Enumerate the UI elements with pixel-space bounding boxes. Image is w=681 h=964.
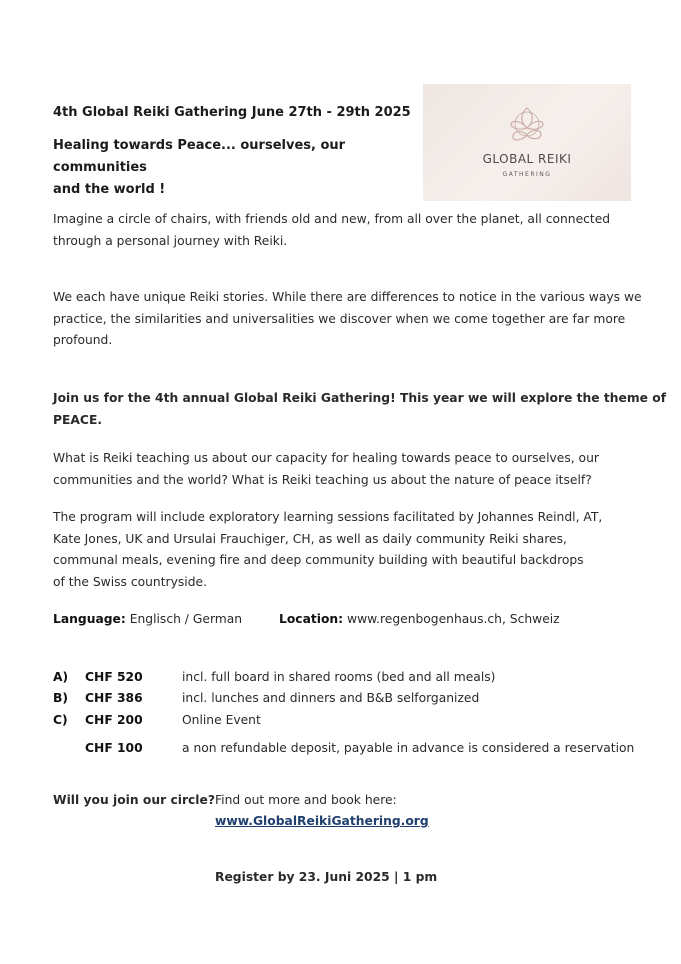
paragraph-line: through a personal journey with Reiki. xyxy=(53,233,288,248)
website-link-wrap xyxy=(215,811,429,833)
price-amount: CHF 386 xyxy=(85,691,143,705)
price-amount: CHF 200 xyxy=(85,713,143,727)
subtitle-line: and the world ! xyxy=(53,182,166,197)
paragraph-line: The program will include exploratory learning sessions facilitated by Johannes Reindl, AT, xyxy=(53,510,603,524)
global-reiki-logo xyxy=(423,84,631,201)
website-link[interactable]: www.GlobalReikiGathering.org xyxy=(215,814,429,828)
logo-name: GLOBAL REIKI xyxy=(482,152,572,166)
price-letter: C) xyxy=(53,713,68,727)
stories-paragraph xyxy=(53,287,642,352)
location-info xyxy=(279,609,560,631)
price-amount: CHF 100 xyxy=(85,741,143,755)
price-letter: B) xyxy=(53,691,68,705)
event-title: 4th Global Reiki Gathering June 27th - 29th 2025 xyxy=(53,105,411,120)
paragraph-line: What is Reiki teaching us about our capacity for healing towards peace to ourselves, our xyxy=(53,451,599,465)
questions-paragraph xyxy=(53,448,633,491)
program-paragraph xyxy=(53,507,633,593)
language-label: Language: xyxy=(53,612,126,626)
paragraph-line: profound. xyxy=(53,333,113,347)
paragraph-line: of the Swiss countryside. xyxy=(53,574,207,589)
paragraph-line: communities and the world? What is Reiki teaching us about the nature of peace itself? xyxy=(53,472,592,487)
location-value: www.regenbogenhaus.ch, Schweiz xyxy=(347,612,560,626)
subtitle-line: Healing towards Peace... ourselves, our communities xyxy=(53,138,346,175)
paragraph-line: PEACE. xyxy=(53,412,103,427)
paragraph-line: practice, the similarities and universalities we discover when we come together are far more xyxy=(53,311,626,326)
lotus-infinity-icon xyxy=(505,104,549,148)
price-description: incl. full board in shared rooms (bed and all meals) xyxy=(182,670,496,684)
price-description: incl. lunches and dinners and B&B selforganized xyxy=(182,691,480,705)
join-question: Will you join our circle? xyxy=(53,793,215,807)
paragraph-line: Kate Jones, UK and Ursulai Frauchiger, CH, as well as daily community Reiki shares, xyxy=(53,531,567,546)
location-label: Location: xyxy=(279,612,344,626)
register-deadline: Register by 23. Juni 2025 | 1 pm xyxy=(215,870,438,884)
logo-tagline: GATHERING xyxy=(502,171,552,178)
language-value: Englisch / German xyxy=(129,612,243,626)
intro-paragraph xyxy=(53,209,633,252)
price-letter: A) xyxy=(53,670,69,684)
paragraph-line: Join us for the 4th annual Global Reiki Gathering! This year we will explore the theme of xyxy=(53,391,667,405)
theme-paragraph xyxy=(53,388,667,431)
event-subtitle xyxy=(53,135,423,201)
paragraph-line: communal meals, evening fire and deep community building with beautiful backdrops xyxy=(53,553,584,567)
language-info xyxy=(53,609,242,631)
price-description: a non refundable deposit, payable in advance is considered a reservation xyxy=(182,741,635,755)
paragraph-line: We each have unique Reiki stories. While there are differences to notice in the various ways we xyxy=(53,290,642,304)
find-out-text: Find out more and book here: xyxy=(215,793,397,807)
price-amount: CHF 520 xyxy=(85,670,143,684)
paragraph-line: Imagine a circle of chairs, with friends old and new, from all over the planet, all connected xyxy=(53,212,611,226)
price-description: Online Event xyxy=(182,713,261,727)
